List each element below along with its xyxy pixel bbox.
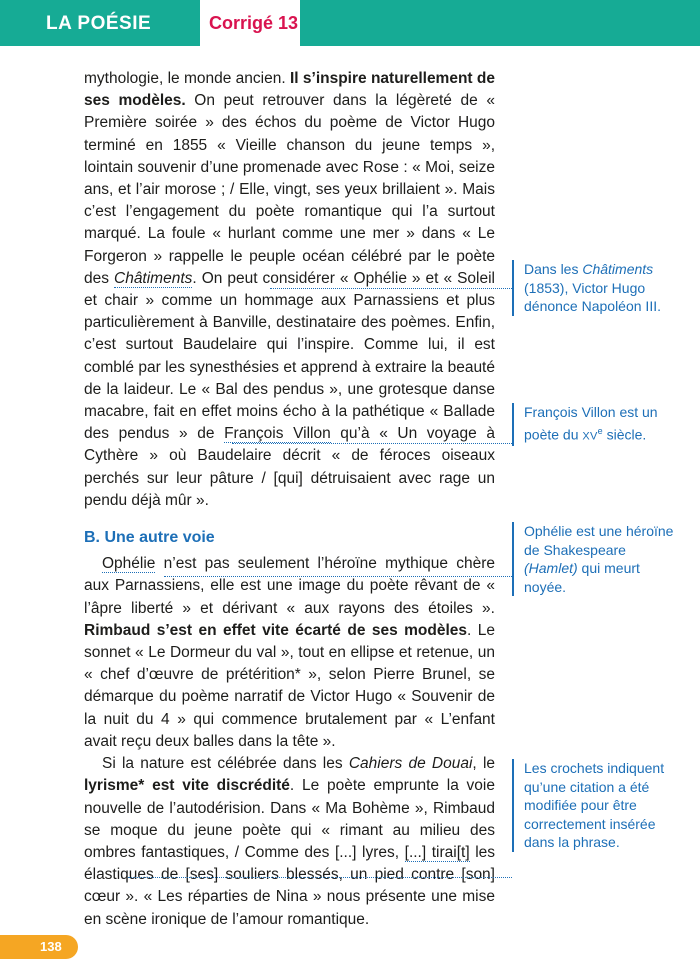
paragraph: [84, 753, 495, 931]
text-span: . Le poète emprunte la voie nouvelle de l’autodérision. Dans « Ma Bohème », Rimbaud se moque du jeune poète qui « rimant au milieu des ombres fantastiques, / Comme des [...] lyres,: [84, 777, 495, 861]
century-numeral: XV: [582, 430, 598, 443]
note-text: siècle.: [602, 426, 647, 443]
text-span: n’est pas seulement l’héroïne mythique chère aux Parnassiens, elle est une image du poète rêvant de « l’âpre liberté » et dérivant « aux rayons des étoiles ».: [84, 555, 495, 617]
annotated-term-ophelie: Ophélie: [102, 555, 156, 573]
page-number: 138: [40, 939, 62, 954]
italic-title: Cahiers de Douai: [348, 755, 473, 773]
paragraph: [84, 553, 495, 753]
note-text: Ophélie est une héroïne de Shakespeare: [524, 523, 674, 558]
text-span: les élastiques de [ses] souliers blessés, un pied contre [son] cœur ». « Les réparties de Nina » nous présente une mise en scène ironique de l’amour romantique.: [84, 843, 496, 928]
text-span: . On peut considérer « Ophélie » et « Soleil et chair » comme un hommage aux Parnassiens et plus particulièrement à Banville, destinataire des poèmes. Enfin, c’est surtout Baudelaire qui l’inspire. Comme lui, il est comblé par les synesthésies et apprend à extraire la beauté de la laideur. Le « Bal des pendus », une grotesque danse macabre, fait en effet moins écho à la pathétique « Ballade des pendus » de: [84, 269, 495, 443]
text-span: On peut retrouver dans la légèreté de « Première soirée » des échos du poème de Victor Hugo terminé en 1855 « Vieille chanson du jeune temps », lointain souvenir d’une promenade avec Rose : « Moi, seize ans, et l’air morose ; / Elle, vingt, ses yeux brillaient ». Mais c’est l’engagement du poète romantique qui l’a surtout marqué. La foule « hurlant comme une mer » dans « Le Forgeron » rappelle le peuple océan célébré par le poète des: [84, 92, 495, 287]
annotated-term-chatiments: Châtiments: [114, 269, 193, 287]
annotated-term-villon: François Villon: [224, 425, 331, 443]
chapter-tab: [200, 0, 300, 46]
bold-text: Il s’inspire naturellement de ses modèles.: [84, 70, 495, 110]
note-text: Dans les: [524, 261, 583, 277]
text-span: qu’à « Un voyage à Cythère » où Baudelaire décrit « de féroces oiseaux perchés sur leur pâture / [qui] détruisaient avec rage un pendu déjà mûr ».: [84, 425, 495, 509]
note-text: qui meurt noyée.: [524, 560, 640, 595]
bold-text: Rimbaud s’est en effet vite écarté de ses modèles: [84, 621, 468, 639]
annotated-term-crochets: [...] tirai[t]: [404, 843, 470, 861]
section-banner: [0, 0, 200, 46]
margin-note-crochets: [512, 759, 674, 852]
superscript: e: [597, 425, 603, 436]
paragraph: [84, 68, 495, 512]
note-italic: Châtiments: [582, 261, 654, 277]
note-text: (1853), Victor Hugo dénonce Napoléon III.: [524, 279, 661, 315]
bold-text: lyrisme* est vite discrédité: [84, 777, 290, 795]
margin-note-chatiments: [512, 260, 674, 316]
note-text: Les crochets indiquent qu’une citation a été modifiée pour être correctement insérée dans la phrase.: [524, 760, 665, 851]
section-title: LA POÉSIE: [46, 13, 152, 34]
note-connector: [128, 877, 512, 878]
margin-note-ophelie: [512, 522, 674, 596]
text-span: , le: [472, 755, 496, 773]
text-span: Si la nature est célébrée dans les: [102, 755, 349, 773]
text-span: . Le sonnet « Le Dormeur du val », tout en ellipse et retenue, un « chef d’œuvre de prétérition* », selon Pierre Brunel, se démarque du poème narratif de Victor Hugo « Souvenir de la nuit du 4 » qui commence brutalement par « L’enfant avait reçu deux balles dans la tête ».: [84, 621, 495, 750]
note-text: François Villon est un poète du: [524, 404, 658, 443]
section-heading: B. Une autre voie: [84, 529, 215, 547]
note-connector: [232, 443, 512, 444]
margin-note-villon: [512, 403, 674, 446]
chapter-tab-label: Corrigé 13: [209, 13, 299, 33]
note-italic: (Hamlet): [524, 560, 578, 577]
header-band: [300, 0, 700, 46]
main-text: [84, 68, 495, 931]
text-span: mythologie, le monde ancien.: [84, 70, 290, 87]
page-number-tab: [0, 935, 78, 959]
page-header: [0, 0, 700, 46]
note-connector: [270, 288, 512, 289]
note-connector: [164, 576, 512, 577]
